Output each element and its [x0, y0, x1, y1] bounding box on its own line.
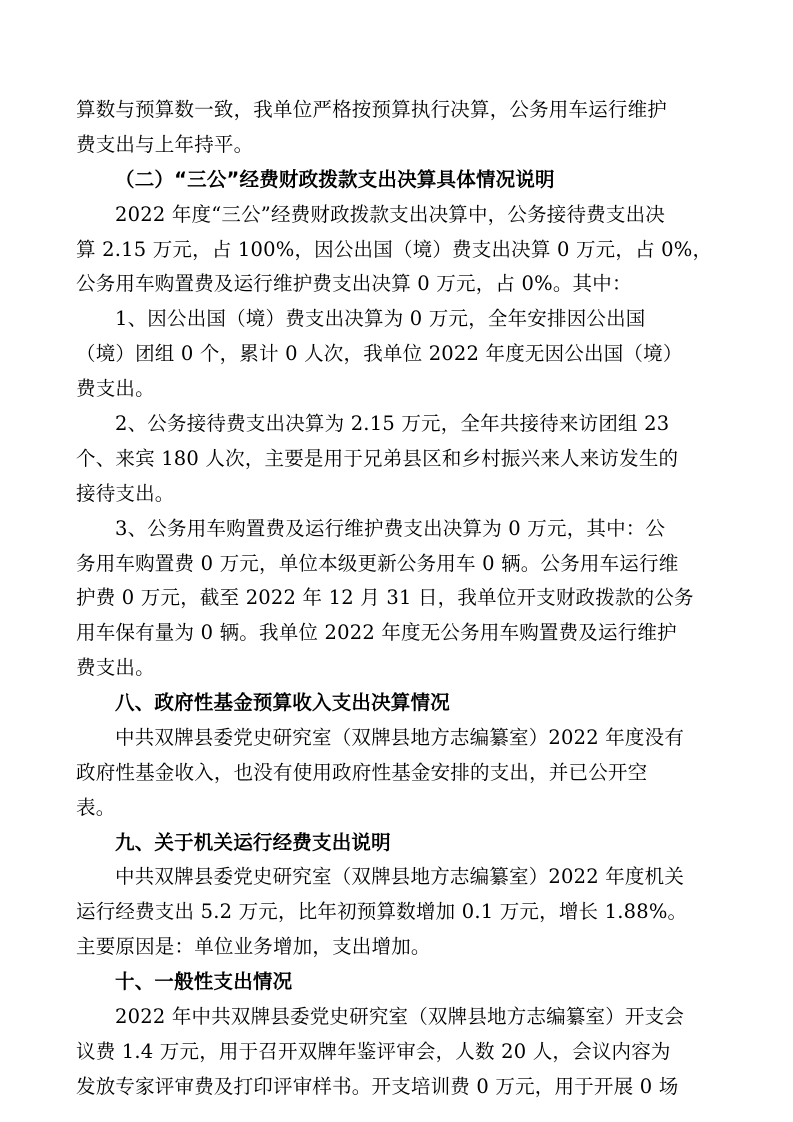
section-heading: （二）“三公”经费财政拨款支出决算具体情况说明 [115, 168, 555, 191]
paragraph-line: 发放专家评审费及打印评审样书。开支培训费 0 万元，用于开展 0 场 [76, 1075, 679, 1098]
paragraph-line: 议费 1.4 万元，用于召开双牌年鉴评审会，人数 20 人，会议内容为 [76, 1040, 671, 1063]
paragraph-line: 算 2.15 万元，占 100%，因公出国（境）费支出决算 0 万元，占 0%， [76, 238, 713, 261]
paragraph-line: 公务用车购置费及运行维护费支出决算 0 万元，占 0%。其中： [76, 272, 632, 295]
paragraph-line: 政府性基金收入，也没有使用政府性基金安排的支出，并已公开空 [76, 761, 648, 784]
paragraph-line: 运行经费支出 5.2 万元，比年初预算数增加 0.1 万元，增长 1.88%。 [76, 900, 688, 923]
paragraph-line: （境）团组 0 个，累计 0 人次，我单位 2022 年度无因公出国（境） [76, 342, 683, 365]
paragraph-line: 接待支出。 [76, 482, 175, 505]
section-heading: 十、一般性支出情况 [115, 970, 293, 993]
paragraph-line: 2、公务接待费支出决算为 2.15 万元，全年共接待来访团组 23 [115, 412, 670, 435]
paragraph-line: 1、因公出国（境）费支出决算为 0 万元，全年安排因公出国 [115, 307, 646, 330]
paragraph-line: 中共双牌县委党史研究室（双牌县地方志编纂室）2022 年度没有 [115, 726, 685, 749]
paragraph-line: 费支出与上年持平。 [76, 133, 254, 156]
paragraph-line: 3、公务用车购置费及运行维护费支出决算为 0 万元，其中：公 [115, 517, 666, 540]
paragraph-line: 算数与预算数一致，我单位严格按预算执行决算，公务用车运行维护 [76, 98, 668, 121]
paragraph-line: 务用车购置费 0 万元，单位本级更新公务用车 0 辆。公务用车运行维 [76, 552, 679, 575]
paragraph-line: 用车保有量为 0 辆。我单位 2022 年度无公务用车购置费及运行维护 [76, 621, 677, 644]
paragraph-line: 表。 [76, 796, 116, 819]
paragraph-line: 个、来宾 180 人次，主要是用于兄弟县区和乡村振兴来人来访发生的 [76, 447, 679, 470]
paragraph-line: 护费 0 万元，截至 2022 年 12 月 31 日，我单位开支财政拨款的公务 [76, 586, 694, 609]
paragraph-line: 主要原因是：单位业务增加，支出增加。 [76, 935, 431, 958]
section-heading: 八、政府性基金预算收入支出决算情况 [115, 691, 450, 714]
paragraph-line: 中共双牌县委党史研究室（双牌县地方志编纂室）2022 年度机关 [115, 865, 685, 888]
section-heading: 九、关于机关运行经费支出说明 [115, 831, 391, 854]
paragraph-line: 2022 年度“三公”经费财政拨款支出决算中，公务接待费支出决 [115, 203, 665, 226]
paragraph-line: 2022 年中共双牌县委党史研究室（双牌县地方志编纂室）开支会 [115, 1005, 685, 1028]
paragraph-line: 费支出。 [76, 656, 155, 679]
paragraph-line: 费支出。 [76, 377, 155, 400]
